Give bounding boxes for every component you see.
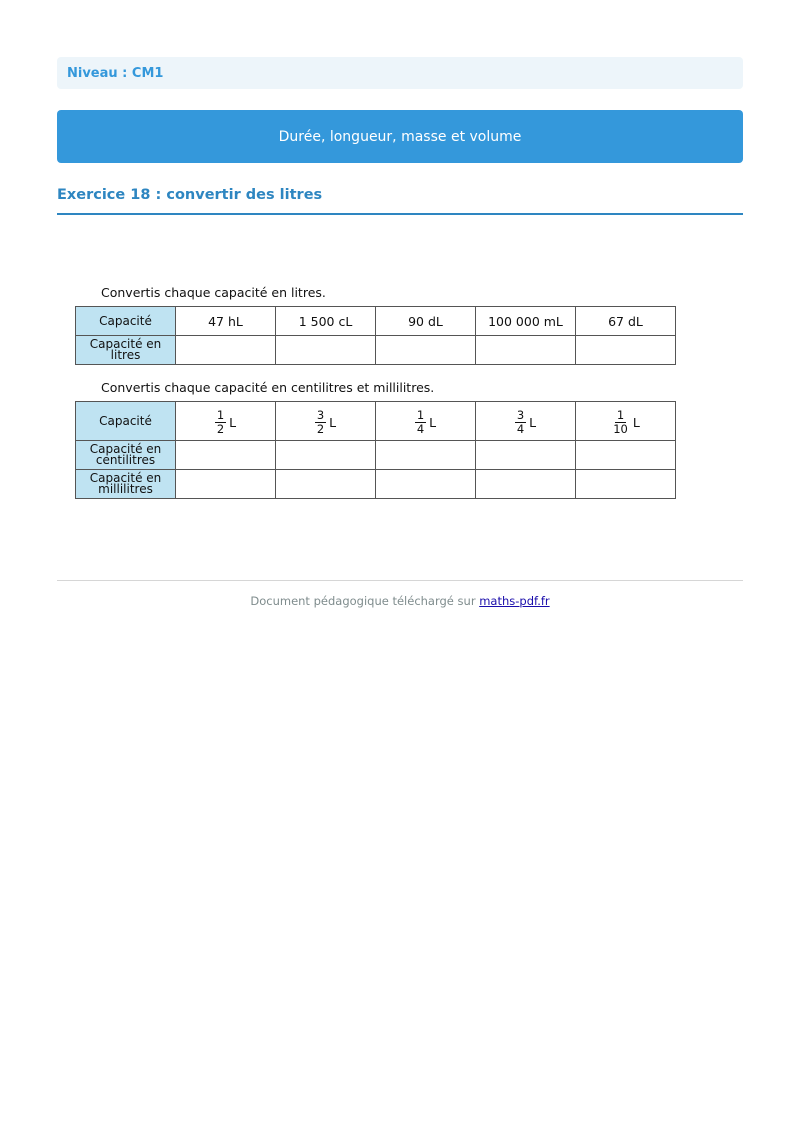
fraction-numerator: 3: [316, 407, 325, 422]
fraction-cell: [576, 402, 676, 441]
fraction-denominator: 4: [416, 421, 425, 436]
fraction: [515, 409, 526, 436]
fraction-numerator: 1: [216, 407, 225, 422]
fraction-numerator: 3: [516, 407, 525, 422]
topic-banner: [57, 110, 743, 163]
fraction: [315, 409, 326, 436]
exercise-figure: [75, 283, 677, 499]
conversion-table-cl-ml: [75, 401, 676, 499]
footer-divider: [57, 580, 743, 581]
capacity-header-cell: Capacité: [76, 307, 176, 336]
capacity-value-cell: 100 000 mL: [476, 307, 576, 336]
fraction-unit: L: [429, 414, 437, 430]
capacity-value-cell: 1 500 cL: [276, 307, 376, 336]
table-row: [76, 441, 676, 470]
fraction-cell: [276, 402, 376, 441]
fraction-numerator: 1: [616, 407, 625, 422]
footer-text: Document pédagogique téléchargé sur: [250, 594, 476, 608]
answer-cell[interactable]: [576, 470, 676, 499]
fraction: [215, 409, 226, 436]
fraction-denominator: 10: [613, 421, 628, 436]
fraction-cell: [376, 402, 476, 441]
topic-title: Durée, longueur, masse et volume: [278, 128, 522, 145]
fraction-unit: L: [229, 414, 237, 430]
capacity-value-cell: 90 dL: [376, 307, 476, 336]
answer-cell[interactable]: [476, 470, 576, 499]
capacity-value-cell: 47 hL: [176, 307, 276, 336]
centilitres-row-label: Capacité en centilitres: [76, 441, 176, 470]
instruction-part2: Convertis chaque capacité en centilitres et millilitres.: [101, 380, 435, 395]
answer-cell[interactable]: [576, 441, 676, 470]
capacity-value-cell: 67 dL: [576, 307, 676, 336]
fraction-numerator: 1: [416, 407, 425, 422]
table-row: [76, 402, 676, 441]
answer-cell[interactable]: [276, 441, 376, 470]
table-row: [76, 307, 676, 336]
fraction: [611, 409, 630, 436]
answer-cell[interactable]: [176, 441, 276, 470]
fraction-unit: L: [632, 414, 640, 430]
answer-cell[interactable]: [576, 336, 676, 365]
conversion-table-litres: [75, 306, 676, 365]
footer-link[interactable]: maths-pdf.fr: [479, 594, 550, 608]
answer-cell[interactable]: [176, 470, 276, 499]
millilitres-row-label: Capacité en millilitres: [76, 470, 176, 499]
answer-cell[interactable]: [276, 336, 376, 365]
fraction: [415, 409, 426, 436]
fraction-denominator: 2: [216, 421, 225, 436]
instruction-part1: Convertis chaque capacité en litres.: [101, 285, 326, 300]
fraction-cell: [476, 402, 576, 441]
fraction-denominator: 2: [316, 421, 325, 436]
answer-cell[interactable]: [376, 336, 476, 365]
fraction-denominator: 4: [516, 421, 525, 436]
footer: [57, 594, 743, 608]
capacity-header-cell: Capacité: [76, 402, 176, 441]
table-row: [76, 336, 676, 365]
fraction-cell: [176, 402, 276, 441]
answer-cell[interactable]: [476, 336, 576, 365]
fraction-unit: L: [529, 414, 537, 430]
fraction-unit: L: [329, 414, 337, 430]
answer-cell[interactable]: [376, 441, 476, 470]
exercise-heading: Exercice 18 : convertir des litres: [57, 184, 743, 215]
level-label: Niveau : CM1: [57, 57, 743, 89]
answer-cell[interactable]: [276, 470, 376, 499]
answer-cell[interactable]: [176, 336, 276, 365]
table-row: [76, 470, 676, 499]
litres-row-label: Capacité en litres: [76, 336, 176, 365]
answer-cell[interactable]: [476, 441, 576, 470]
answer-cell[interactable]: [376, 470, 476, 499]
